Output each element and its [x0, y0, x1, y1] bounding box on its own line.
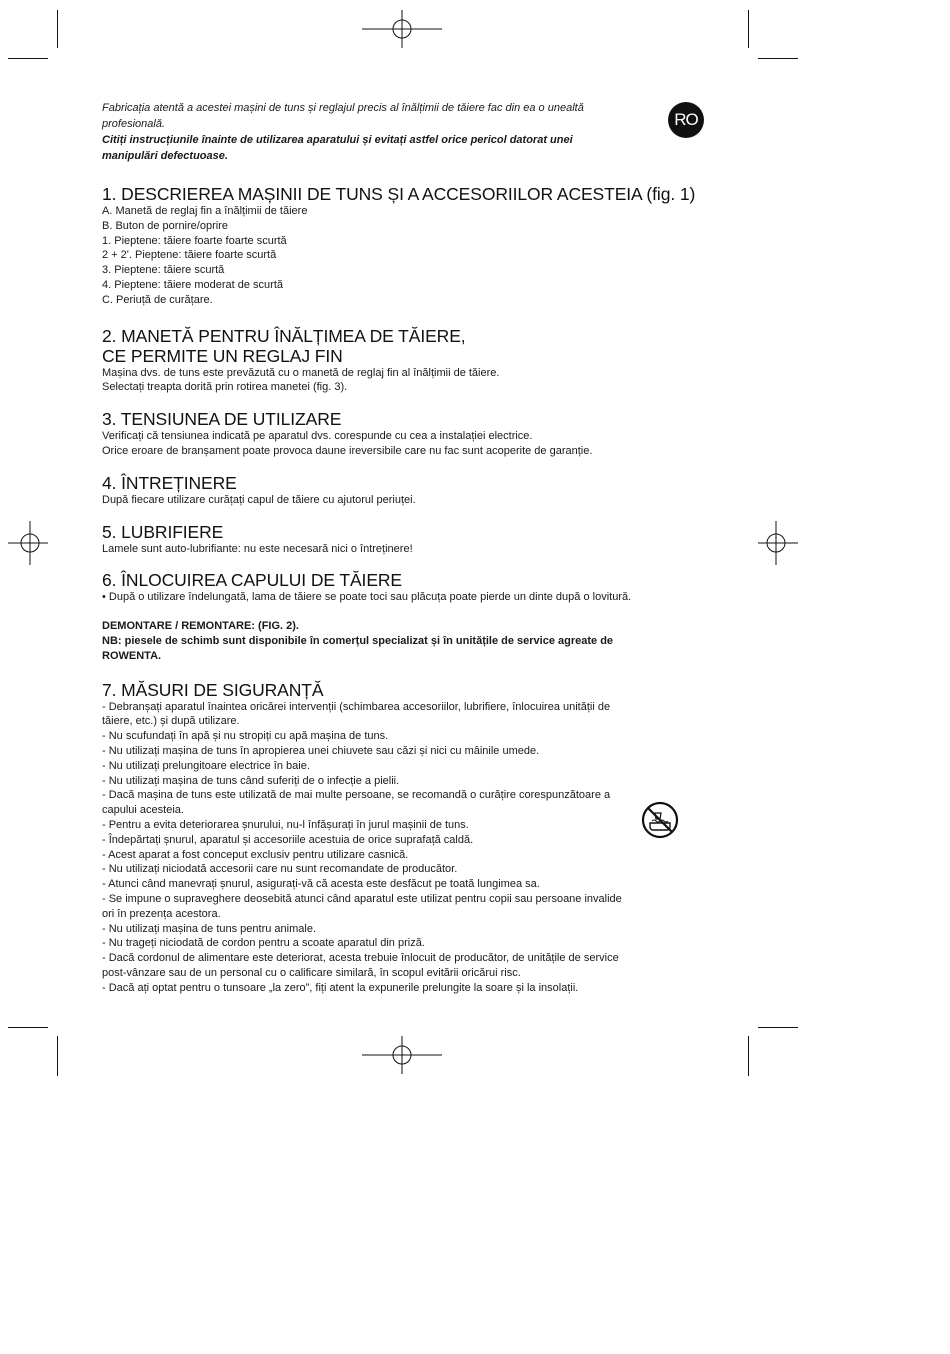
- section-title: 1. DESCRIEREA MAȘINII DE TUNS ȘI A ACCESORIILOR ACESTEIA (fig. 1): [102, 184, 696, 204]
- paragraph-line: Lamele sunt auto-lubrifiante: nu este necesară nici o întreținere!: [102, 542, 413, 555]
- section-title: 5. LUBRIFIERE: [102, 521, 224, 542]
- crop-mark: [8, 58, 48, 59]
- section-lubrication: [102, 522, 702, 557]
- section-voltage: [102, 409, 702, 459]
- registration-mark-icon: [362, 10, 442, 48]
- safety-line: - Se impune o supraveghere deosebită atunci când aparatul este utilizat pentru copii sau persoane invalide: [102, 892, 622, 905]
- list-item: 1. Pieptene: tăiere foarte foarte scurtă: [102, 234, 287, 247]
- section-title: 2. MANETĂ PENTRU ÎNĂLȚIMEA DE TĂIERE,: [102, 325, 466, 346]
- list-item: 2 + 2'. Pieptene: tăiere foarte scurtă: [102, 249, 277, 262]
- safety-line: - Îndepărtați șnurul, aparatul și accesoriile acestuia de orice suprafață caldă.: [102, 833, 474, 846]
- intro-line: Fabricația atentă a acestei mașini de tuns și reglajul precis al înălțimii de tăiere fac din ea o unealtă: [102, 102, 584, 114]
- safety-line: - Debranșați aparatul înaintea oricărei intervenții (schimbarea accesoriilor, lubrifiere, înlocuirea unității de: [102, 700, 611, 713]
- list-item: C. Periuță de curățare.: [102, 293, 213, 306]
- safety-line: - Dacă ați optat pentru o tunsoare „la zero”, fiți atent la expunerile prelungite la soare și la insolații.: [102, 981, 579, 994]
- safety-line: ori în prezența acestora.: [102, 907, 221, 920]
- safety-line: - Atunci când manevrați șnurul, asigurați-vă că acesta este desfăcut pe toată lungimea sa.: [102, 878, 540, 891]
- section-description: [102, 184, 702, 308]
- safety-line: - Nu utilizați mașina de tuns când suferiți de o infecție a pielii.: [102, 774, 400, 787]
- safety-line: - Nu utilizați niciodată accesorii care nu sunt recomandate de producător.: [102, 863, 458, 876]
- section-title: 3. TENSIUNEA DE UTILIZARE: [102, 409, 342, 430]
- safety-line: - Nu scufundați în apă și nu stropiți cu apă mașina de tuns.: [102, 730, 389, 743]
- section-safety: [102, 680, 702, 996]
- document-body: [102, 100, 702, 995]
- crop-mark: [748, 1036, 749, 1076]
- crop-mark: [758, 1027, 798, 1028]
- crop-mark: [57, 10, 58, 48]
- safety-line: tăiere, etc.) și după utilizare.: [102, 715, 240, 728]
- safety-line: - Acest aparat a fost conceput exclusiv pentru utilizare casnică.: [102, 848, 409, 861]
- paragraph-line: Verificați că tensiunea indicată pe aparatul dvs. corespunde cu cea a instalației electrice.: [102, 430, 533, 443]
- note-line: ROWENTA.: [102, 649, 162, 662]
- registration-mark-icon: [8, 521, 48, 565]
- section-cutting-height: [102, 326, 702, 396]
- list-item: 4. Pieptene: tăiere moderat de scurtă: [102, 278, 283, 291]
- section-title: 7. MĂSURI DE SIGURANȚĂ: [102, 679, 324, 700]
- safety-line: - Nu utilizați mașina de tuns în apropierea unei chiuvete sau căzi și nici cu mâinile umede.: [102, 744, 540, 757]
- language-badge: RO: [668, 102, 704, 138]
- paragraph-line: După fiecare utilizare curățați capul de tăiere cu ajutorul periuței.: [102, 493, 416, 506]
- section-title: 6. ÎNLOCUIREA CAPULUI DE TĂIERE: [102, 570, 402, 591]
- paragraph-line: Orice eroare de branșament poate provoca daune ireversibile care nu fac sunt acoperite de garanție.: [102, 444, 593, 457]
- safety-line: - Pentru a evita deteriorarea șnurului, nu-l înfășurați în jurul mașinii de tuns.: [102, 818, 469, 831]
- registration-mark-icon: [362, 1036, 442, 1074]
- section-maintenance: [102, 473, 702, 508]
- list-item: B. Buton de pornire/oprire: [102, 219, 228, 232]
- intro-warning: manipulări defectuoase.: [102, 150, 228, 162]
- crop-mark: [57, 1036, 58, 1076]
- section-replacement: [102, 570, 702, 605]
- paragraph-line: Mașina dvs. de tuns este prevăzută cu o manetă de reglaj fin al înălțimii de tăiere.: [102, 366, 500, 379]
- registration-mark-icon: [758, 521, 798, 565]
- note-line: NB: piesele de schimb sunt disponibile în comerțul specializat și în unitățile de service agreate de: [102, 634, 614, 647]
- crop-mark: [748, 10, 749, 48]
- safety-line: - Nu utilizați prelungitoare electrice în baie.: [102, 759, 310, 772]
- safety-line: - Nu utilizați mașina de tuns pentru animale.: [102, 922, 316, 935]
- intro: [102, 100, 702, 164]
- list-item: A. Manetă de reglaj fin a înălțimii de tăiere: [102, 205, 308, 217]
- crop-mark: [758, 58, 798, 59]
- safety-line: - Nu trageți niciodată de cordon pentru a scoate aparatul din priză.: [102, 937, 425, 950]
- crop-mark: [8, 1027, 48, 1028]
- safety-line: - Dacă cordonul de alimentare este deteriorat, acesta trebuie înlocuit de producător, de unitățile de service: [102, 952, 619, 965]
- safety-line: capului acesteia.: [102, 804, 184, 817]
- safety-line: post-vânzare sau de un personal cu o calificare similară, în scopul evitării oricărui risc.: [102, 966, 521, 979]
- paragraph-line: Selectați treapta dorită prin rotirea manetei (fig. 3).: [102, 381, 348, 394]
- section-title: CE PERMITE UN REGLAJ FIN: [102, 345, 343, 366]
- paragraph-line: • După o utilizare îndelungată, lama de tăiere se poate toci sau plăcuța poate pierde un dinte după o lovitură.: [102, 591, 632, 604]
- list-item: 3. Pieptene: tăiere scurtă: [102, 264, 225, 277]
- safety-line: - Dacă mașina de tuns este utilizată de mai multe persoane, se recomandă o curățire corespunzătoare a: [102, 789, 611, 802]
- intro-line: profesională.: [102, 118, 165, 130]
- note-line: DEMONTARE / REMONTARE: (FIG. 2).: [102, 620, 299, 633]
- section-title: 4. ÎNTREȚINERE: [102, 472, 237, 493]
- note-block: [102, 619, 702, 663]
- intro-warning: Citiți instrucțiunile înainte de utilizarea aparatului și evitați astfel orice pericol datorat unei: [102, 134, 573, 146]
